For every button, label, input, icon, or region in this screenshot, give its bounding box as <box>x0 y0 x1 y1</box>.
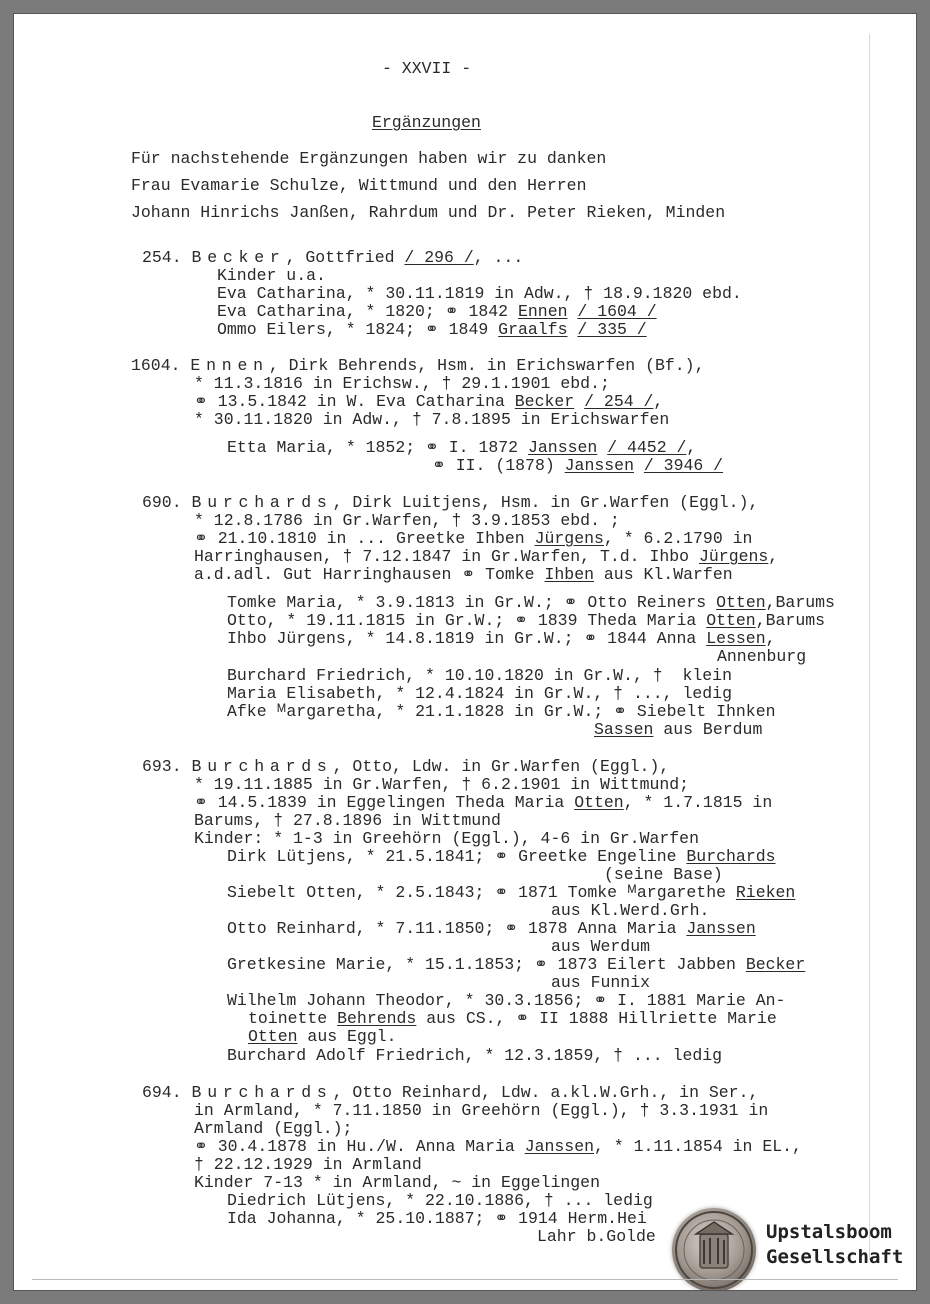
intro-line-3: Johann Hinrichs Janßen, Rahrdum und Dr. Peter Rieken, Minden <box>131 203 726 222</box>
entry-690-child-6: Afke ᴹargaretha, * 21.1.1828 in Gr.W.; ⚭ Siebelt Ihnken <box>227 702 776 721</box>
entry-693-line-3: ⚭ 14.5.1839 in Eggelingen Theda Maria Otten, * 1.7.1815 in <box>194 793 773 812</box>
entry-694-child-2-b: Lahr b.Golde <box>537 1227 656 1246</box>
entry-694-line-5: † 22.12.1929 in Armland <box>194 1155 422 1174</box>
entry-693-child-3-b: aus Werdum <box>551 937 651 956</box>
entry-690-line-4: Harringhausen, † 7.12.1847 in Gr.Warfen, T.d. Ihbo Jürgens, <box>194 547 779 566</box>
entry-1604-line-3: ⚭ 13.5.1842 in W. Eva Catharina Becker / 254 /, <box>194 392 664 411</box>
entry-690-head: 690. Burchards, Dirk Luitjens, Hsm. in Gr.Warfen (Eggl.), <box>142 493 759 512</box>
cross-reference: / 254 / <box>584 392 654 411</box>
entry-693-line-2: * 19.11.1885 in Gr.Warfen, † 6.2.1901 in Wittmund; <box>194 775 690 794</box>
entry-1604-line-2: * 11.3.1816 in Erichsw., † 29.1.1901 ebd.; <box>194 374 610 393</box>
entry-694-line-2: in Armland, * 7.11.1850 in Greehörn (Eggl.), † 3.3.1931 in <box>194 1101 769 1120</box>
page-edge-shadow <box>869 34 870 1260</box>
entry-694-head: 694. Burchards, Otto Reinhard, Ldw. a.kl.W.Grh., in Ser., <box>142 1083 759 1102</box>
entry-690-child-3-b: Annenburg <box>717 647 807 666</box>
entry-number: 694. <box>142 1083 182 1102</box>
entry-693-child-5-c: Otten aus Eggl. <box>248 1027 397 1046</box>
entry-694-line-3: Armland (Eggl.); <box>194 1119 353 1138</box>
cross-reference: / 4452 / <box>607 438 687 457</box>
entry-690-child-2: Otto, * 19.11.1815 in Gr.W.; ⚭ 1839 Theda Maria Otten,Barums <box>227 611 826 630</box>
entry-693-child-5: Wilhelm Johann Theodor, * 30.3.1856; ⚭ I. 1881 Marie An- <box>227 991 786 1010</box>
entry-693-child-3: Otto Reinhard, * 7.11.1850; ⚭ 1878 Anna Maria Janssen <box>227 919 756 938</box>
entry-number: 693. <box>142 757 182 776</box>
entry-694-line-4: ⚭ 30.4.1878 in Hu./W. Anna Maria Janssen, * 1.11.1854 in EL., <box>194 1137 802 1156</box>
entry-254-child-3: Ommo Eilers, * 1824; ⚭ 1849 Graalfs / 335 / <box>217 320 647 339</box>
entry-690-child-5: Maria Elisabeth, * 12.4.1824 in Gr.W., † ..., ledig <box>227 684 732 703</box>
entry-surname: Burchards <box>191 493 333 512</box>
entry-surname: Ennen <box>190 356 269 375</box>
entry-690-line-5: a.d.adl. Gut Harringhausen ⚭ Tomke Ihben aus Kl.Warfen <box>194 565 733 584</box>
entry-693-line-5: Kinder: * 1-3 in Greehörn (Eggl.), 4-6 in Gr.Warfen <box>194 829 699 848</box>
cross-reference: / 1604 / <box>577 302 657 321</box>
entry-surname: Burchards <box>191 1083 333 1102</box>
entry-693-line-4: Barums, † 27.8.1896 in Wittmund <box>194 811 501 830</box>
entry-690-child-3: Ihbo Jürgens, * 14.8.1819 in Gr.W.; ⚭ 1844 Anna Lessen, <box>227 629 776 648</box>
entry-254-head: 254. Becker, Gottfried / 296 /, ... <box>142 248 524 267</box>
bottom-rule <box>32 1279 898 1280</box>
entry-690-child-1: Tomke Maria, * 3.9.1813 in Gr.W.; ⚭ Otto Reiners Otten,Barums <box>227 593 835 612</box>
cross-reference: / 335 / <box>577 320 647 339</box>
entry-693-child-5-b: toinette Behrends aus CS., ⚭ II 1888 Hillriette Marie <box>248 1009 777 1028</box>
entry-254-kinder: Kinder u.a. <box>217 266 326 285</box>
entry-694-child-2: Ida Johanna, * 25.10.1887; ⚭ 1914 Herm.Hei <box>227 1209 647 1228</box>
entry-690-line-3: ⚭ 21.10.1810 in ... Greetke Ihben Jürgens, * 6.2.1790 in <box>194 529 753 548</box>
entry-surname: Burchards <box>191 757 333 776</box>
entry-1604-line-4: * 30.11.1820 in Adw., † 7.8.1895 in Erichswarfen <box>194 410 670 429</box>
watermark-line-2: Gesellschaft <box>766 1246 904 1268</box>
cross-reference: / 296 / <box>404 248 474 267</box>
page-title: Ergänzungen <box>372 113 481 132</box>
document-page <box>13 13 917 1291</box>
entry-254-child-1: Eva Catharina, * 30.11.1819 in Adw., † 18.9.1820 ebd. <box>217 284 742 303</box>
watermark-line-1: Upstalsboom <box>766 1221 892 1243</box>
entry-693-child-2: Siebelt Otten, * 2.5.1843; ⚭ 1871 Tomke ᴹargarethe Rieken <box>227 883 796 902</box>
entry-number: 254. <box>142 248 182 267</box>
entry-254-child-2: Eva Catharina, * 1820; ⚭ 1842 Ennen / 1604 / <box>217 302 657 321</box>
entry-1604-head: 1604. Ennen, Dirk Behrends, Hsm. in Erichswarfen (Bf.), <box>131 356 705 375</box>
intro-line-2: Frau Evamarie Schulze, Wittmund und den Herren <box>131 176 587 195</box>
entry-690-child-4: Burchard Friedrich, * 10.10.1820 in Gr.W., † klein <box>227 666 732 685</box>
entry-surname: Becker <box>191 248 286 267</box>
entry-690-child-6-b: Sassen aus Berdum <box>594 720 763 739</box>
entry-694-line-6: Kinder 7-13 * in Armland, ~ in Eggelingen <box>194 1173 600 1192</box>
entry-number: 690. <box>142 493 182 512</box>
entry-693-head: 693. Burchards, Otto, Ldw. in Gr.Warfen (Eggl.), <box>142 757 670 776</box>
page-number: - XXVII - <box>382 59 472 78</box>
entry-690-line-2: * 12.8.1786 in Gr.Warfen, † 3.9.1853 ebd. ; <box>194 511 620 530</box>
entry-693-child-1: Dirk Lütjens, * 21.5.1841; ⚭ Greetke Engeline Burchards <box>227 847 776 866</box>
entry-693-child-1-b: (seine Base) <box>604 865 723 884</box>
entry-number: 1604. <box>131 356 181 375</box>
entry-693-child-2-b: aus Kl.Werd.Grh. <box>551 901 710 920</box>
entry-694-child-1: Diedrich Lütjens, * 22.10.1886, † ... ledig <box>227 1191 653 1210</box>
entry-693-child-6: Burchard Adolf Friedrich, * 12.3.1859, † ... ledig <box>227 1046 723 1065</box>
entry-693-child-4: Gretkesine Marie, * 15.1.1853; ⚭ 1873 Eilert Jabben Becker <box>227 955 806 974</box>
entry-1604-child-1-b: ⚭ II. (1878) Janssen / 3946 / <box>432 456 724 475</box>
cross-reference: / 3946 / <box>643 456 724 475</box>
entry-693-child-4-b: aus Funnix <box>551 973 651 992</box>
entry-1604-child-1: Etta Maria, * 1852; ⚭ I. 1872 Janssen / 4452 /, <box>227 438 697 457</box>
intro-line-1: Für nachstehende Ergänzungen haben wir zu danken <box>131 149 607 168</box>
